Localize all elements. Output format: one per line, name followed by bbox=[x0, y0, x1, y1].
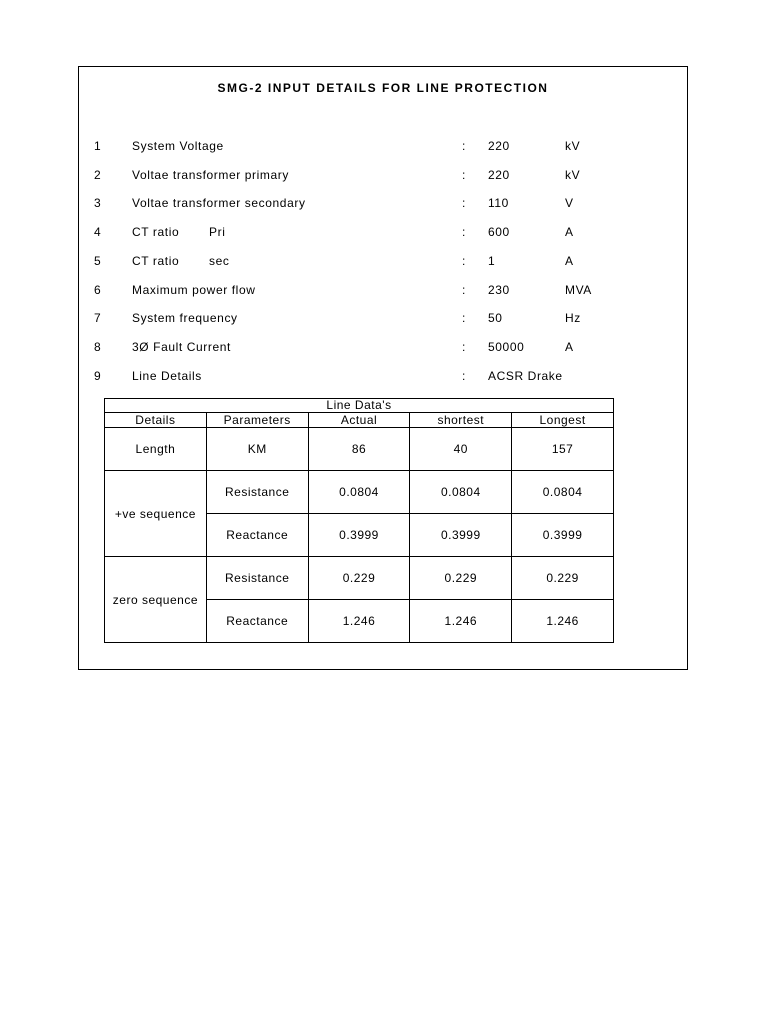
cell-longest: 0.229 bbox=[512, 557, 614, 600]
input-item-system-frequency bbox=[79, 311, 687, 327]
item-number: 8 bbox=[94, 340, 102, 354]
item-value: 230 bbox=[488, 283, 510, 297]
input-item-ct-ratio-pri bbox=[79, 225, 687, 241]
item-label: System Voltage bbox=[132, 139, 224, 153]
item-colon: : bbox=[462, 311, 466, 325]
input-item-fault-current bbox=[79, 340, 687, 356]
item-value: ACSR Drake bbox=[488, 369, 563, 383]
cell-longest: 1.246 bbox=[512, 600, 614, 643]
item-unit: Hz bbox=[565, 311, 581, 325]
cell-parameter: Reactance bbox=[206, 600, 308, 643]
item-colon: : bbox=[462, 369, 466, 383]
item-sublabel: sec bbox=[209, 254, 230, 268]
item-value: 1 bbox=[488, 254, 496, 268]
cell-parameter: Resistance bbox=[206, 557, 308, 600]
document-frame bbox=[78, 66, 688, 670]
cell-parameter: Resistance bbox=[206, 471, 308, 514]
document-title: SMG-2 INPUT DETAILS FOR LINE PROTECTION bbox=[217, 81, 549, 95]
column-header-shortest: shortest bbox=[410, 413, 512, 428]
item-number: 4 bbox=[94, 225, 102, 239]
item-value: 600 bbox=[488, 225, 510, 239]
cell-shortest: 0.0804 bbox=[410, 471, 512, 514]
item-label: 3Ø Fault Current bbox=[132, 340, 231, 354]
item-colon: : bbox=[462, 139, 466, 153]
item-label: Voltae transformer secondary bbox=[132, 196, 306, 210]
item-number: 5 bbox=[94, 254, 102, 268]
item-unit: A bbox=[565, 225, 574, 239]
cell-shortest: 1.246 bbox=[410, 600, 512, 643]
item-unit: A bbox=[565, 340, 574, 354]
cell-longest: 157 bbox=[512, 428, 614, 471]
item-colon: : bbox=[462, 196, 466, 210]
cell-actual: 0.0804 bbox=[308, 471, 410, 514]
cell-parameter: Reactance bbox=[206, 514, 308, 557]
item-label: CT ratio bbox=[132, 225, 180, 239]
item-label: Maximum power flow bbox=[132, 283, 256, 297]
item-value: 50000 bbox=[488, 340, 525, 354]
table-header-row bbox=[105, 413, 614, 428]
item-label: CT ratio bbox=[132, 254, 180, 268]
item-unit: MVA bbox=[565, 283, 592, 297]
item-unit: kV bbox=[565, 168, 581, 182]
cell-shortest: 40 bbox=[410, 428, 512, 471]
table-caption: Line Data's bbox=[105, 399, 614, 413]
column-header-parameters: Parameters bbox=[206, 413, 308, 428]
input-item-vt-primary bbox=[79, 168, 687, 184]
column-header-actual: Actual bbox=[308, 413, 410, 428]
input-item-vt-secondary bbox=[79, 196, 687, 212]
cell-detail: Length bbox=[105, 428, 207, 471]
item-number: 3 bbox=[94, 196, 102, 210]
item-number: 7 bbox=[94, 311, 102, 325]
cell-detail-positive-sequence: +ve sequence bbox=[105, 471, 207, 557]
cell-shortest: 0.3999 bbox=[410, 514, 512, 557]
table-row-length bbox=[105, 428, 614, 471]
table-row-positive-resistance bbox=[105, 471, 614, 514]
cell-actual: 0.229 bbox=[308, 557, 410, 600]
cell-actual: 0.3999 bbox=[308, 514, 410, 557]
column-header-details: Details bbox=[105, 413, 207, 428]
cell-longest: 0.0804 bbox=[512, 471, 614, 514]
item-colon: : bbox=[462, 283, 466, 297]
input-item-max-power-flow bbox=[79, 283, 687, 299]
cell-longest: 0.3999 bbox=[512, 514, 614, 557]
item-label: Voltae transformer primary bbox=[132, 168, 289, 182]
item-unit: A bbox=[565, 254, 574, 268]
item-value: 50 bbox=[488, 311, 503, 325]
item-colon: : bbox=[462, 168, 466, 182]
item-value: 220 bbox=[488, 139, 510, 153]
line-data-table bbox=[104, 398, 614, 643]
item-number: 2 bbox=[94, 168, 102, 182]
input-item-ct-ratio-sec bbox=[79, 254, 687, 270]
item-number: 1 bbox=[94, 139, 102, 153]
item-value: 110 bbox=[488, 196, 509, 210]
cell-actual: 1.246 bbox=[308, 600, 410, 643]
cell-shortest: 0.229 bbox=[410, 557, 512, 600]
item-unit: V bbox=[565, 196, 574, 210]
item-colon: : bbox=[462, 340, 466, 354]
input-item-line-details bbox=[79, 369, 687, 385]
item-sublabel: Pri bbox=[209, 225, 226, 239]
cell-parameter: KM bbox=[206, 428, 308, 471]
table-row-zero-resistance bbox=[105, 557, 614, 600]
item-number: 9 bbox=[94, 369, 102, 383]
item-colon: : bbox=[462, 254, 466, 268]
cell-detail-zero-sequence: zero sequence bbox=[105, 557, 207, 643]
table-caption-row bbox=[105, 399, 614, 413]
item-number: 6 bbox=[94, 283, 102, 297]
cell-actual: 86 bbox=[308, 428, 410, 471]
item-value: 220 bbox=[488, 168, 510, 182]
item-colon: : bbox=[462, 225, 466, 239]
input-item-system-voltage bbox=[79, 139, 687, 155]
item-unit: kV bbox=[565, 139, 581, 153]
item-label: System frequency bbox=[132, 311, 238, 325]
item-label: Line Details bbox=[132, 369, 202, 383]
column-header-longest: Longest bbox=[512, 413, 614, 428]
